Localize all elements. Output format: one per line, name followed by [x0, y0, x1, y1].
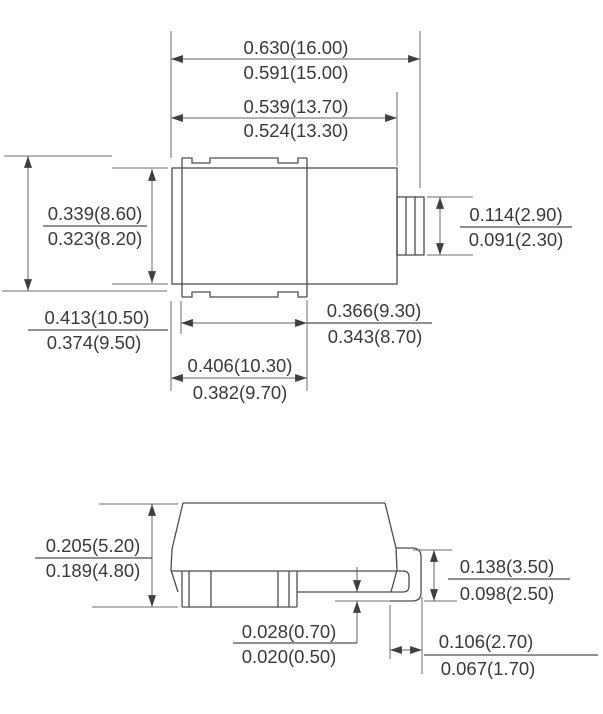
dim-body-width-max: 0.539(13.70) [243, 96, 349, 117]
dim-pad-width-max: 0.366(9.30) [326, 300, 422, 321]
dim-lead-width-min: 0.091(2.30) [468, 229, 564, 250]
pad-top-notched-edge [182, 158, 307, 163]
dim-overall-depth [2, 156, 168, 353]
dim-pad-width [181, 300, 432, 391]
dim-lead-height [413, 550, 570, 604]
thermal-pad-outline [182, 158, 307, 297]
dim-pad-span-min: 0.382(9.70) [192, 382, 288, 403]
dim-lead-thickness-max: 0.028(0.70) [241, 621, 337, 642]
body-side-outline [171, 503, 397, 592]
package-top-view [2, 31, 572, 403]
dim-lead-thickness [233, 567, 390, 667]
dim-body-width-min: 0.524(13.30) [243, 120, 349, 141]
dim-body-depth [43, 168, 168, 284]
lead-side-view [297, 548, 421, 601]
dim-foot-length-min: 0.067(1.70) [440, 658, 536, 679]
dim-body-width [171, 92, 397, 166]
dim-overall-depth-max: 0.413(10.50) [44, 307, 150, 328]
body-right-edge [385, 503, 397, 592]
dim-pad-span [171, 301, 307, 403]
pad-bottom-notched-edge [182, 292, 307, 297]
dim-foot-length-max: 0.106(2.70) [438, 631, 534, 652]
dim-lead-height-max: 0.138(3.50) [459, 556, 555, 577]
dim-lead-height-min: 0.098(2.50) [459, 583, 555, 604]
dim-overall-width-max: 0.630(16.00) [243, 37, 349, 58]
dim-lead-width-max: 0.114(2.90) [469, 204, 563, 225]
dim-body-height-min: 0.189(4.80) [45, 560, 141, 581]
dim-body-depth-min: 0.323(8.20) [47, 228, 143, 249]
dim-pad-width-min: 0.343(8.70) [327, 326, 423, 347]
dim-body-height [35, 504, 178, 607]
dim-lead-thickness-min: 0.020(0.50) [241, 646, 337, 667]
bottom-pad-side [182, 571, 297, 607]
dim-body-height-max: 0.205(5.20) [45, 535, 141, 556]
lead-top-view [397, 197, 424, 255]
package-side-view [35, 503, 598, 679]
dim-lead-width [427, 197, 572, 255]
lead-outline [397, 197, 424, 255]
dim-overall-depth-min: 0.374(9.50) [46, 332, 142, 353]
body-left-edge [171, 503, 183, 592]
dim-pad-span-max: 0.406(10.30) [187, 355, 293, 376]
dim-body-depth-max: 0.339(8.60) [47, 203, 143, 224]
dim-overall-width-min: 0.591(15.00) [243, 62, 349, 83]
dim-foot-length [390, 597, 598, 679]
body-outline [172, 168, 397, 284]
lead-outer-contour [390, 548, 421, 601]
